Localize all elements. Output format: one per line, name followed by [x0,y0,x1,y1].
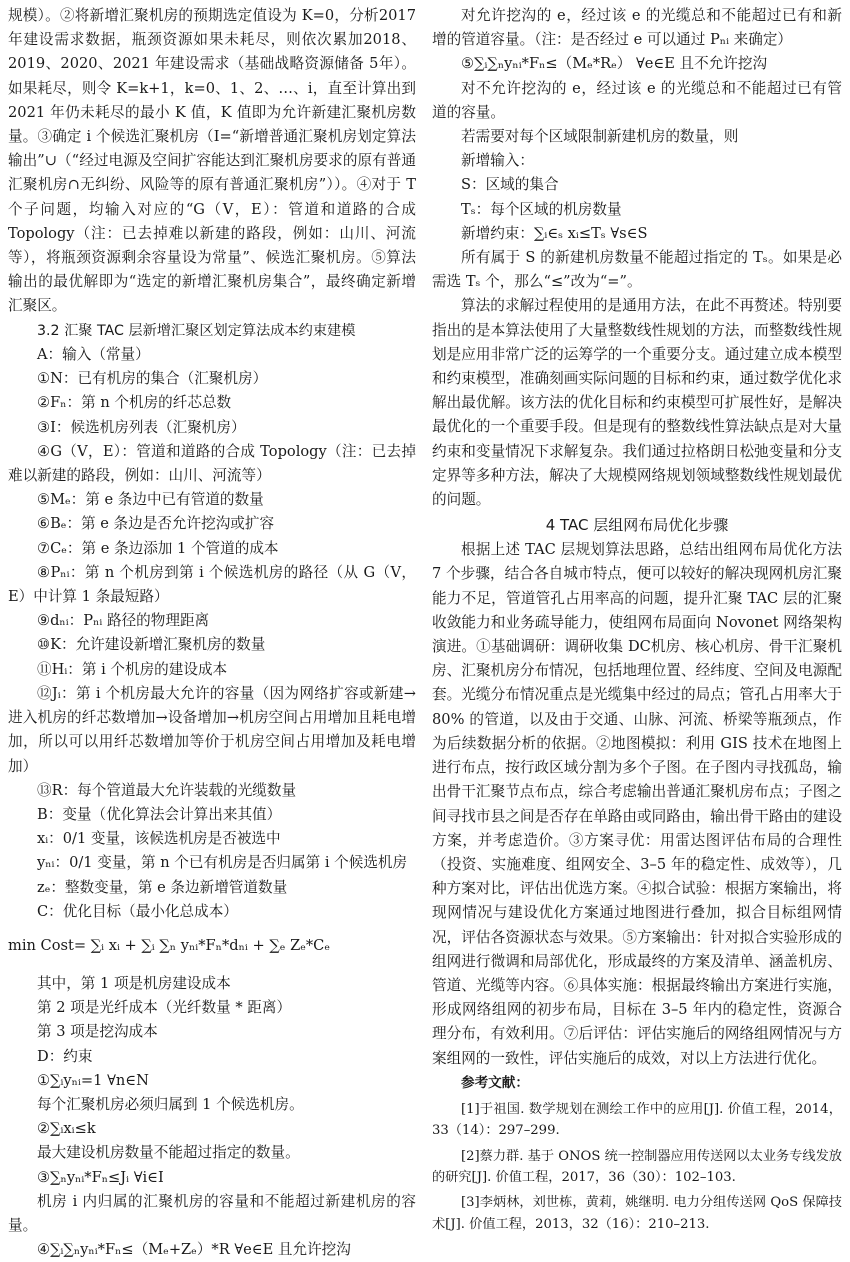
paragraph: 其中，第 1 项是机房建设成本 [37,974,231,992]
paragraph: ③I：候选机房列表（汇聚机房） [37,418,246,436]
paragraph: 机房 i 内归属的汇聚机房的容量和不能超过新建机房的容量。 [8,1192,416,1234]
paragraph: 若需要对每个区域限制新建机房的数量，则 [461,128,739,146]
reference-entry: [1]于祖国. 数学规划在测绘工作中的应用[J]. 价值工程，2014，33（14）：297–299. [432,1101,842,1139]
reference-entry: [2]蔡力群. 基于 ONOS 统一控制器应用传送网以太业务专线发放的研究[J]. 价值工程，2017，36（30）：102–103. [432,1148,842,1185]
paragraph: ①∑ᵢyₙᵢ=1 ∀n∈N [37,1071,149,1089]
paragraph: S：区域的集合 [461,176,559,194]
paragraph: ①N：已有机房的集合（汇聚机房） [37,370,268,388]
paragraph: ③∑ₙyₙᵢ*Fₙ≤Jᵢ ∀i∈I [37,1168,164,1186]
section-heading: 4 TAC 层组网布局优化步骤 [545,516,729,535]
paragraph: ②∑ᵢxᵢ≤k [37,1120,96,1138]
paragraph: 根据上述 TAC 层规划算法思路，总结出组网布局优化方法 7 个步骤，结合各自城市特点，便可以较好的解决现网机房汇聚能力不足，管道管孔占用率高的问题，提升汇聚 TAC 层的汇聚收敛能力和业务疏导能力，使组网布局面向 Novonet 网络架构演进。①基础调研：调研收集 DC机房、核心机房、骨干汇聚机房、汇聚机房分布情况，包括地理位置、经纬度、空间及电源配套。光缆分布情况重点是光缆集中经过的局点；管孔占用率大于 80% 的管道，以及由于交通、山脉、河流、桥梁等瓶颈点，作为后续数据分析的依据。②地图模拟：利用 GIS 技术在地图上进行布点，按行政区域分割为多个子图。在子图内寻找孤岛，输出骨干汇聚节点布点，综合考虑输出普通汇聚机房布点；子图之间寻找市县之间是否存在单路由或同路由，输出骨干路由的建设方案，并考虑造价。③方案寻优：用雷达图评估布局的合理性（投资、实施难度、组网安全、3–5 年的稳定性、成效等），几种方案对比，评估出优选方案。④拟合试验：根据方案输出，将现网情况与建设优化方案通过地图进行叠加，拟合目标组网情况，评估各资源状态与效果。⑤方案输出：针对拟合实验形成的组网进行微调和局部优化，形成最终的方案及清单、涵盖机房、管道、光缆等内容。⑥具体实施：根据最终输出方案进行实施，形成网络组网的初步布局，目标在 3–5 年内的稳定性，资源合理分布，有效利用。⑦后评估：评估实施后的网络组网情况与方案组网的一致性，评估实施后的成效，对以上方法进行优化。 [432,541,842,1067]
paragraph: 第 3 项是挖沟成本 [37,1023,158,1041]
paragraph: ⑪Hᵢ：第 i 个机房的建设成本 [37,660,228,678]
paragraph: ⑦Cₑ：第 e 条边添加 1 个管道的成本 [37,539,279,557]
references-heading: 参考文献： [461,1074,529,1091]
paragraph: 每个汇聚机房必须归属到 1 个候选机房。 [37,1095,304,1113]
paragraph: 新增约束：∑ᵢ∈ₛ xᵢ≤Tₛ ∀s∈S [461,224,648,242]
paragraph: A：输入（常量） [37,346,150,364]
paragraph: 规模）。②将新增汇聚机房的预期选定值设为 K=0，分析2017 年建设需求数据，瓶颈资源如果未耗尽，则依次累加2018、2019、2020、2021 年建设需求（基础战略资源储备 5年）。如果耗尽，则令 K=k+1，k=0、1、2、…、i，直至计算出到2021 年仍未耗尽的最小 K 值，K 值即为允许新建汇聚机房数量。③确定 i 个候选汇聚机房（I=“新增普通汇聚机房划定算法输出”∪（“经过电源及空间扩容能达到汇聚机房要求的原有普通汇聚机房∩无纠纷、风险等的原有普通汇聚机房”））。④对于 T 个子问题，均输入对应的“G（V，E）：管道和道路的合成 Topology（注：已去掉难以新建的路段，例如：山川、河流等），将瓶颈资源剩余容量设为常量”、候选汇聚机房。⑤算法输出的最优解即为“选定的新增汇聚机房集合”，最终确定新增汇聚区。 [8,7,416,315]
right-column [432,4,842,1235]
paragraph: B：变量（优化算法会计算出来其值） [37,805,282,823]
paragraph: xᵢ：0/1 变量，该候选机房是否被选中 [37,830,281,848]
paragraph: ⑥Bₑ：第 e 条边是否允许挖沟或扩容 [37,515,275,533]
paragraph: 对不允许挖沟的 e，经过该 e 的光缆总和不能超过已有管道的容量。 [432,79,842,121]
paragraph: D：约束 [37,1047,93,1065]
section-heading: 3.2 汇聚 TAC 层新增汇聚区划定算法成本约束建模 [37,322,356,339]
paragraph: ⑤∑ᵢ∑ₙyₙᵢ*Fₙ≤（Mₑ*Rₑ） ∀e∈E 且不允许挖沟 [461,55,768,73]
paragraph: zₑ：整数变量，第 e 条边新增管道数量 [37,878,288,896]
paragraph: ②Fₙ：第 n 个机房的纤芯总数 [37,394,232,412]
paragraph: 第 2 项是光纤成本（光纤数量 * 距离） [37,999,292,1017]
paragraph: 最大建设机房数量不能超过指定的数量。 [37,1144,300,1162]
reference-entry: [3]李炳林，刘世栋，黄莉，姚继明. 电力分组传送网 QoS 保障技术[J]. 价值工程，2013，32（16）：210–213. [432,1195,842,1232]
paragraph: ⑧Pₙᵢ：第 n 个机房到第 i 个候选机房的路径（从 G（V，E）中计算 1 条最短路） [8,563,416,606]
paragraph: C：优化目标（最小化总成本） [37,902,238,920]
paragraph: 对允许挖沟的 e，经过该 e 的光缆总和不能超过已有和新增的管道容量。（注：是否经过 e 可以通过 Pₙᵢ 来确定） [432,7,842,49]
paragraph: Tₛ：每个区域的机房数量 [461,200,622,218]
paragraph: ④∑ᵢ∑ₙyₙᵢ*Fₙ≤（Mₑ+Zₑ）*R ∀e∈E 且允许挖沟 [37,1241,351,1259]
paragraph: yₙᵢ：0/1 变量，第 n 个已有机房是否归属第 i 个候选机房 [37,854,408,872]
paragraph: 算法的求解过程使用的是通用方法，在此不再赘述。特别要指出的是本算法使用了大量整数线性规划的方法，而整数线性规划是应用非常广泛的运筹学的一个重要分支。通过建立成本模型和约束模型，准确刻画实际问题的目标和约束，通过数学优化求解出最优解。该方法的优化目标和约束模型可扩展性好，是解决最优化的一个重要手段。但是现有的整数线性算法缺点是对大量约束和变量情况下求解复杂。我们通过拉格朗日松弛变量和分支定界等多种方法，解决了大规模网络规划领域整数线性规划最优的问题。 [432,297,842,509]
objective-formula: min Cost= ∑ᵢ xᵢ + ∑ᵢ ∑ₙ yₙᵢ*Fₙ*dₙᵢ + ∑ₑ Zₑ*Cₑ [8,936,330,954]
paragraph: ④G（V，E）：管道和道路的合成 Topology（注：已去掉难以新建的路段，例如：山川、河流等） [8,442,416,485]
left-column [8,4,416,1262]
paragraph: ⑫Jᵢ：第 i 个机房最大允许的容量（因为网络扩容或新建→进入机房的纤芯数增加→设备增加→机房空间占用增加且耗电增加，所以可以用纤芯数增加等价于机房空间占用增加及耗电增加） [8,684,416,775]
paragraph: ⑬R：每个管道最大允许装载的光缆数量 [37,781,297,799]
paragraph: ⑨dₙᵢ：Pₙᵢ 路径的物理距离 [37,612,210,630]
paragraph: ⑩K：允许建设新增汇聚机房的数量 [37,636,266,654]
paragraph: 所有属于 S 的新建机房数量不能超过指定的 Tₛ。如果是必需选 Tₛ 个，那么“≤”改为“=”。 [432,249,842,291]
paragraph: ⑤Mₑ：第 e 条边中已有管道的数量 [37,491,264,509]
paragraph: 新增输入： [461,152,534,170]
